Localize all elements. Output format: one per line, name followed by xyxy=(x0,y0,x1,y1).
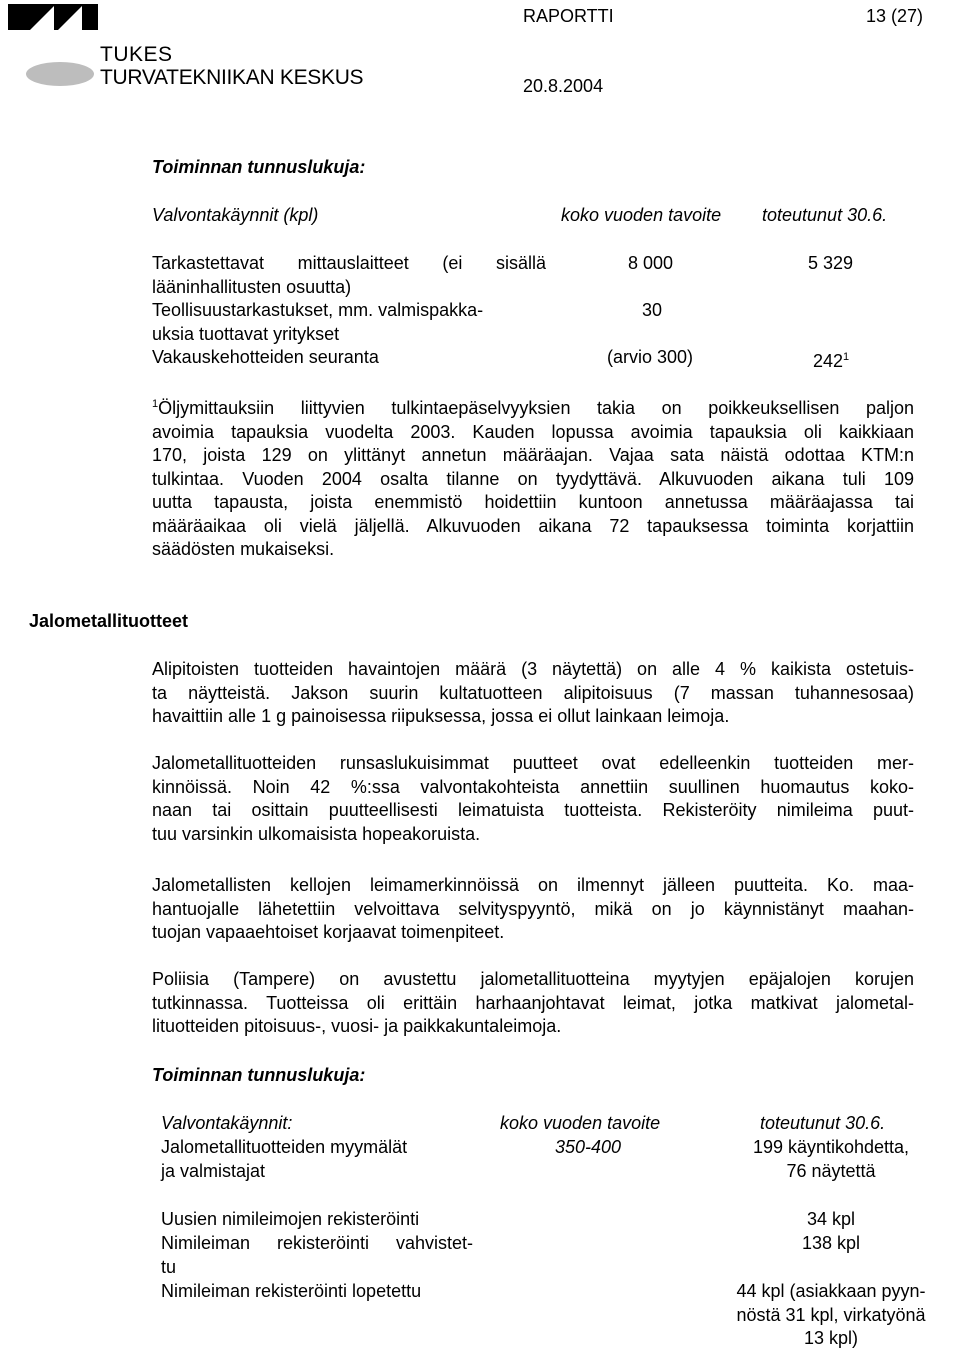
paragraph-line: tuojan vapaaehtoiset korjaavat toimenpiteet. xyxy=(152,922,505,942)
paragraph-line: Jalometallisten kellojen leimamerkinnöissä on ilmennyt jälleen puutteita. Ko. maa- xyxy=(152,875,914,895)
table2-row1-target: 350-400 xyxy=(555,1137,622,1157)
table2-row3-actual: 138 kpl xyxy=(801,1233,861,1253)
table1-row3-label: Vakauskehotteiden seuranta xyxy=(152,347,379,367)
paragraph-line: ta näytteistä. Jakson suurin kultatuotteen alipitoisuus (7 massan tuhannesosaa) xyxy=(152,682,914,703)
paragraph-line: Alipitoisten tuotteiden havaintojen määrä (3 näytettä) on alle 4 % kaikista ostetuis- xyxy=(152,659,914,679)
table1-row1-actual: 5 329 xyxy=(808,253,854,273)
table2-row1-actual-line: 199 käyntikohdetta, xyxy=(752,1137,910,1157)
table1-row2-label-line2: uksia tuottavat yritykset xyxy=(152,323,340,344)
paragraph-line: kinnöissä. Noin 42 %:ssa valvontakohteista annettiin suullinen huomautus koko- xyxy=(152,776,914,797)
table1-row1-label xyxy=(152,252,546,299)
side-heading-jalometallituotteet: Jalometallituotteet xyxy=(29,611,189,631)
footnote-line: 170, joista 129 on ylittänyt annetun määräajan. Vajaa sata näistä odottaa KTM:n xyxy=(152,445,914,465)
report-label: RAPORTTI xyxy=(523,6,614,26)
paragraph-line: Jalometallituotteiden runsaslukuisimmat puutteet ovat edelleenkin tuotteiden mer- xyxy=(152,753,914,773)
paragraph xyxy=(152,658,914,729)
report-date: 20.8.2004 xyxy=(523,76,604,96)
paragraph-line: hantuojalle lähetettiin velvoittava selvityspyyntö, mikä on jo käynnistänyt maahan- xyxy=(152,898,914,919)
table2-row1-label-line: ja valmistajat xyxy=(161,1160,266,1181)
footnote-line: säädösten mukaiseksi. xyxy=(152,539,335,559)
paragraph xyxy=(152,874,914,945)
table1-header-col3: toteutunut 30.6. xyxy=(762,205,888,225)
table1-header-col2: koko vuoden tavoite xyxy=(561,205,722,225)
table1-row2-target: 30 xyxy=(642,300,663,320)
logo-text-tukes: TUKES xyxy=(100,43,173,66)
section2-heading: Toiminnan tunnuslukuja: xyxy=(152,1065,366,1085)
paragraph-line: tutkinnassa. Tuotteissa oli erittäin harhaanjohtavat leimat, jotka matkivat jalometal- xyxy=(152,992,914,1013)
paragraph-line: tuu varsinkin ulkomaisista hopeakoruista. xyxy=(152,823,481,844)
paragraph-line: lituotteiden pitoisuus-, vuosi- ja paikkakuntaleimoja. xyxy=(152,1016,562,1036)
table2-header-col1: Valvontakäynnit: xyxy=(161,1113,293,1133)
footnote-sup: 1 xyxy=(152,398,159,410)
section1-heading: Toiminnan tunnuslukuja: xyxy=(152,157,366,177)
table2-row1-actual xyxy=(720,1136,942,1183)
table1-row2-label xyxy=(152,299,546,346)
table1-row1-target: 8 000 xyxy=(628,253,674,273)
table2-row1-actual-line: 76 näytettä xyxy=(786,1160,876,1181)
table1-row1-label-line2: lääninhallitusten osuutta) xyxy=(152,276,352,297)
table1-row1-label-line1: Tarkastettavat mittauslaitteet (ei sisällä xyxy=(152,253,546,273)
logo-mark-grey xyxy=(26,62,94,86)
table2-row1-label xyxy=(161,1136,407,1183)
paragraph xyxy=(152,968,914,1039)
page-number: 13 (27) xyxy=(866,6,924,26)
table2-row2-actual: 34 kpl xyxy=(806,1209,856,1229)
paragraph-line: havaittiin alle 1 g painoisessa riipuksessa, jossa ei ollut lainkaan leimoja. xyxy=(152,706,730,726)
table1-row3-actual xyxy=(813,346,849,374)
footnote-line: määräaikaa oli vielä jäljellä. Alkuvuoden aikana 72 tapauksessa toiminta korjattiin xyxy=(152,515,914,536)
footnote-line xyxy=(152,393,914,421)
paragraph xyxy=(152,752,914,846)
table2-row3-label-line: tu xyxy=(161,1256,177,1277)
footnote-ref: 1 xyxy=(843,351,850,363)
paragraph-line: naan tai osittain puutteellisesti leimatuista tuotteista. Rekisteröity nimileima puut- xyxy=(152,800,914,820)
logo-shape-icon xyxy=(8,4,98,30)
footnote-line: tulkintaa. Vuoden 2004 osalta tilanne on tyydyttävä. Alkuvuoden aikana tuli 109 xyxy=(152,468,914,489)
footnote xyxy=(152,393,914,562)
footnote-line: uutta tapausta, joista enemmistö hoidettiin kuntoon annetussa määräajassa tai xyxy=(152,492,914,512)
paragraph-line: Poliisia (Tampere) on avustettu jalometallituotteina myytyjen epäjalojen korujen xyxy=(152,969,914,989)
footnote-line-text: Öljymittauksiin liittyvien tulkintaepäselvyyksien takia on poikkeuksellisen paljon xyxy=(158,398,914,418)
footnote-line: avoimia tapauksia vuodelta 2003. Kauden lopussa avoimia tapauksia oli kaikkiaan xyxy=(152,421,914,442)
logo-text-full: TURVATEKNIIKAN KESKUS xyxy=(100,66,364,89)
table1-header-col1: Valvontakäynnit (kpl) xyxy=(152,205,319,225)
table2-header-col3: toteutunut 30.6. xyxy=(760,1113,886,1133)
table2-row2-label: Uusien nimileimojen rekisteröinti xyxy=(161,1209,420,1229)
table2-row3-label-line: Nimileiman rekisteröinti vahvistet- xyxy=(161,1233,473,1253)
table2-row4-actual-line: nöstä 31 kpl, virkatyönä xyxy=(736,1304,926,1325)
table2-row4-label: Nimileiman rekisteröinti lopetettu xyxy=(161,1281,422,1301)
table2-row3-label xyxy=(161,1232,473,1279)
table2-row4-actual-line: 44 kpl (asiakkaan pyyn- xyxy=(736,1281,926,1301)
table1-row3-actual-value: 242 xyxy=(813,351,844,371)
table2-header-col2: koko vuoden tavoite xyxy=(500,1113,661,1133)
table1-row3-target: (arvio 300) xyxy=(607,347,694,367)
table2-row4-actual xyxy=(720,1280,942,1351)
table1-row2-label-line1: Teollisuustarkastukset, mm. valmispakka- xyxy=(152,300,484,320)
table2-row1-label-line: Jalometallituotteiden myymälät xyxy=(161,1137,408,1157)
table2-row4-actual-line: 13 kpl) xyxy=(803,1328,859,1348)
